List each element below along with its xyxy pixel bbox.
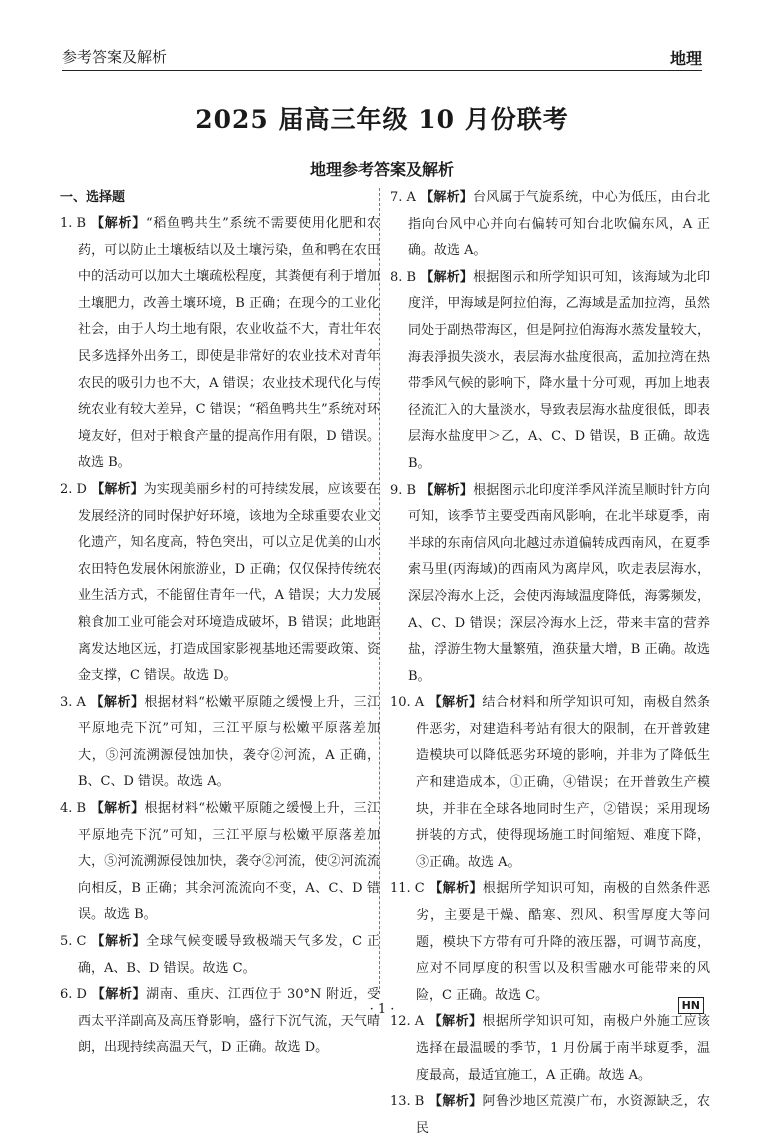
column-divider — [379, 188, 380, 994]
answer-item — [390, 876, 710, 1009]
answer-text: 阿鲁沙地区荒漠广布，水资源缺乏，农民 — [416, 1094, 710, 1136]
answer-number: 8. B — [390, 269, 417, 285]
answer-number: 10. A — [390, 695, 425, 711]
answer-text: 台风属于气旋系统，中心为低压，由台北指向台风中心并向右偏转可知台北吹偏东风，A 正确。故选 A。 — [408, 190, 710, 259]
page-title: 2025 届高三年级 10 月份联考 — [195, 105, 569, 134]
analysis-tag: 【解析】 — [90, 216, 146, 231]
analysis-tag: 【解析】 — [429, 881, 483, 897]
answer-text: 结合材料和所学知识可知，南极自然条件恶劣，对建造科考站有很大的限制，在开普敦建造模块可以降低恶劣环境的影响，并非为了降低生产和建造成本，①正确，④错误；在开普敦生产模块，并非在全球各地同时生产，②错误；采用现场拼装的方式，使得现场施工时间缩短、难度下降，③正确。故选 A。 — [416, 695, 710, 870]
answer-number: 2. D — [60, 481, 87, 497]
answer-number: 9. B — [390, 482, 417, 498]
answer-text: 湖南、重庆、江西位于 30°N 附近，受西太平洋副高及高压脊影响，盛行下沉气流，天气晴朗，出现持续高温天气，D 正确。故选 D。 — [78, 987, 380, 1056]
analysis-tag: 【解析】 — [91, 934, 147, 950]
header-left-label: 参考答案及解析 — [62, 48, 168, 66]
answer-item — [390, 1089, 710, 1142]
answer-item — [390, 185, 710, 265]
answer-text: 全球气候变暖导致极端天气多发，C 正确，A、B、D 错误。故选 C。 — [78, 934, 380, 976]
answer-text: 根据所学知识可知，南极户外施工应该选择在最温暖的季节，1 月份属于南半球夏季，温度最高，最适宜施工，A 正确。故选 A。 — [416, 1014, 710, 1083]
analysis-tag: 【解析】 — [420, 190, 473, 205]
answer-number: 5. C — [60, 934, 87, 950]
header-subject-label: 地理 — [669, 49, 702, 68]
answer-item — [60, 982, 380, 1062]
answer-number: 7. A — [390, 190, 416, 205]
section-heading: 一、选择题 — [60, 190, 126, 205]
answer-text: 为实现美丽乡村的可持续发展，应该要在发展经济的同时保护好环境，该地为全球重要农业文化遗产，知名度高，特色突出，可以立足优美的山水农田特色发展休闲旅游业，D 正确；仅仅保持传统农业生活方式，不能留住青年一代，A 错误；大力发展粮食加工业可能会对环境造成破坏，B 错误；此地距离发达地区远，打造成国家影视基地还需要政策、资金支撑，C 错误。故选 D。 — [78, 481, 380, 684]
page-subtitle: 地理参考答案及解析 — [309, 160, 454, 179]
answer-text: 根据材料“松嫩平原随之缓慢上升，三江平原地壳下沉”可知，三江平原与松嫩平原落差加大，⑤河流溯源侵蚀加快，袭夺②河流，A 正确，B、C、D 错误。故选 A。 — [78, 694, 380, 790]
answer-text: 根据所学知识可知，南极的自然条件恶劣，主要是干燥、酷寒、烈风、积雪厚度大等问题，模块下方带有可升降的液压器，可调节高度，应对不同厚度的积雪以及积雪融水可能带来的风险，C 正确。故选 C。 — [416, 881, 710, 1003]
right-column — [390, 185, 710, 1142]
header-rule — [62, 70, 702, 71]
analysis-tag: 【解析】 — [90, 801, 145, 817]
region-badge: HN — [678, 997, 704, 1014]
analysis-tag: 【解析】 — [420, 269, 474, 285]
answer-number: 3. A — [60, 694, 86, 710]
answer-text: 根据材料“松嫩平原随之缓慢上升，三江平原地壳下沉”可知，三江平原与松嫩平原落差加大，⑤河流溯源侵蚀加快，袭夺②河流，使②河流流向相反，B 正确；其余河流流向不变，A、C、D 错误。故选 B。 — [78, 801, 380, 923]
answer-list-left — [60, 211, 380, 1062]
answer-item — [60, 796, 380, 929]
analysis-tag: 【解析】 — [90, 694, 145, 710]
answer-item — [60, 211, 380, 477]
page-header — [62, 46, 702, 72]
answer-item — [390, 478, 710, 691]
analysis-tag: 【解析】 — [428, 1014, 483, 1030]
answer-number: 11. C — [390, 881, 425, 897]
answer-item — [390, 690, 710, 876]
answer-item — [390, 1009, 710, 1089]
analysis-tag: 【解析】 — [428, 695, 483, 711]
answer-text: “稻鱼鸭共生”系统不需要使用化肥和农药，可以防止土壤板结以及土壤污染，鱼和鸭在农田中的活动可以加大土壤疏松程度，其粪便有利于增加土壤肥力，改善土壤环境，B 正确；在现今的工业化社会，由于人均土地有限，农业收益不大，青壮年农民多选择外出务工，即使是非常好的农业技术对青年农民的吸引力也不大，A 错误；农业技术现代化与传统农业有较大差异，C 错误；“稻鱼鸭共生”系统对环境友好，但对于粮食产量的提高作用有限，D 错误。故选 B。 — [78, 216, 380, 471]
answer-number: 12. A — [390, 1014, 425, 1030]
answer-item — [60, 929, 380, 982]
analysis-tag: 【解析】 — [428, 1094, 483, 1110]
answer-number: 13. B — [390, 1094, 425, 1110]
answer-item — [60, 477, 380, 690]
answer-item — [60, 690, 380, 796]
answer-number: 1. B — [60, 216, 87, 231]
answer-list-right — [390, 185, 710, 1142]
analysis-tag: 【解析】 — [91, 987, 147, 1003]
answer-text: 根据图示北印度洋季风洋流呈顺时针方向可知，该季节主要受西南风影响，在北半球夏季，南半球的东南信风向北越过赤道偏转成西南风，在夏季索马里(丙海域)的西南风为离岸风，吹走表层海水，深层冷海水上泛，会使丙海域温度降低，海雾频发，A、C、D 错误；深层冷海水上泛，带来丰富的营养盐，浮游生物大量繁殖，渔获量大增，B 正确。故选 B。 — [408, 482, 710, 684]
answer-number: 4. B — [60, 801, 87, 817]
left-column — [60, 185, 380, 1062]
answer-number: 6. D — [60, 987, 87, 1003]
analysis-tag: 【解析】 — [420, 482, 474, 498]
analysis-tag: 【解析】 — [91, 481, 144, 497]
answer-item — [390, 265, 710, 478]
page-number: · 1 · — [369, 1002, 395, 1017]
answer-text: 根据图示和所学知识可知，该海域为北印度洋，甲海域是阿拉伯海，乙海域是孟加拉湾，虽然同处于副热带海区，但是阿拉伯海海水蒸发量较大，海表淨损失淡水，表层海水盐度很高，孟加拉湾在热带季风气候的影响下，降水量十分可观，再加上地表径流汇入的大量淡水，导致表层海水盐度很低，即表层海水盐度甲＞乙，A、C、D 错误，B 正确。故选 B。 — [408, 269, 710, 471]
